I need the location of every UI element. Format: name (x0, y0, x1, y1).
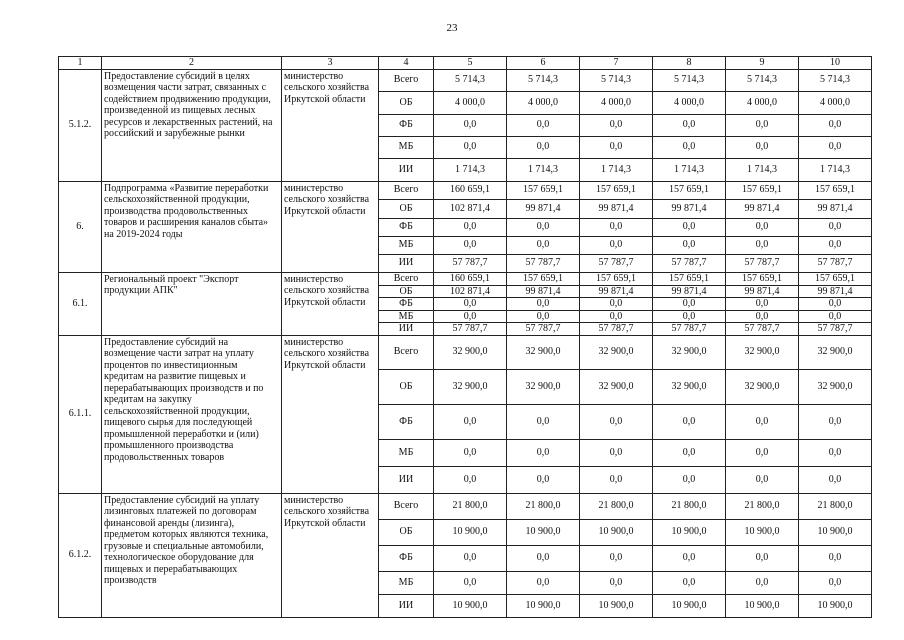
value-cell: 99 871,4 (726, 199, 799, 218)
column-header: 2 (102, 57, 282, 70)
column-header: 1 (59, 57, 102, 70)
value-cell: 0,0 (799, 545, 872, 571)
value-cell: 0,0 (434, 439, 507, 466)
value-cell: 99 871,4 (653, 199, 726, 218)
value-cell: 0,0 (507, 136, 580, 158)
funding-source: ОБ (379, 519, 434, 545)
funding-source: ОБ (379, 91, 434, 114)
value-cell: 160 659,1 (434, 272, 507, 285)
value-cell: 0,0 (653, 466, 726, 493)
value-cell: 57 787,7 (653, 254, 726, 272)
value-cell: 0,0 (726, 571, 799, 594)
column-header: 8 (653, 57, 726, 70)
value-cell: 99 871,4 (799, 285, 872, 298)
funding-source: ОБ (379, 285, 434, 298)
value-cell: 0,0 (507, 466, 580, 493)
value-cell: 0,0 (726, 298, 799, 311)
value-cell: 157 659,1 (507, 181, 580, 199)
value-cell: 57 787,7 (726, 254, 799, 272)
value-cell: 102 871,4 (434, 285, 507, 298)
value-cell: 32 900,0 (653, 369, 726, 404)
value-cell: 0,0 (799, 404, 872, 439)
item-executor: министерство сельского хозяйства Иркутской области (282, 272, 379, 335)
value-cell: 57 787,7 (580, 254, 653, 272)
value-cell: 1 714,3 (653, 158, 726, 181)
value-cell: 157 659,1 (507, 272, 580, 285)
value-cell: 0,0 (434, 114, 507, 136)
value-cell: 10 900,0 (799, 519, 872, 545)
value-cell: 10 900,0 (434, 594, 507, 617)
value-cell: 0,0 (434, 310, 507, 323)
value-cell: 10 900,0 (653, 594, 726, 617)
value-cell: 32 900,0 (799, 369, 872, 404)
value-cell: 0,0 (799, 114, 872, 136)
funding-source: МБ (379, 236, 434, 254)
value-cell: 0,0 (580, 439, 653, 466)
value-cell: 0,0 (726, 466, 799, 493)
value-cell: 10 900,0 (799, 594, 872, 617)
value-cell: 160 659,1 (434, 181, 507, 199)
item-code: 6.1. (59, 272, 102, 335)
page-number: 23 (446, 22, 458, 34)
value-cell: 0,0 (580, 136, 653, 158)
value-cell: 0,0 (653, 218, 726, 236)
value-cell: 32 900,0 (726, 369, 799, 404)
value-cell: 5 714,3 (653, 69, 726, 91)
item-name: Предоставление субсидий на возмещение части затрат на уплату процентов по инвестиционным кредитам на развитие пищевых и перерабатывающих производств и по кредитам на закупку сельскохозяйственной продукции, пищевого сырья для последующей промышленной переработки и (или) промышленного производства продовольственных товаров (102, 335, 282, 493)
value-cell: 21 800,0 (507, 493, 580, 519)
value-cell: 157 659,1 (653, 272, 726, 285)
value-cell: 99 871,4 (580, 199, 653, 218)
value-cell: 0,0 (507, 114, 580, 136)
value-cell: 99 871,4 (507, 199, 580, 218)
value-cell: 157 659,1 (726, 272, 799, 285)
value-cell: 4 000,0 (434, 91, 507, 114)
value-cell: 32 900,0 (434, 335, 507, 369)
value-cell: 0,0 (653, 439, 726, 466)
value-cell: 10 900,0 (726, 519, 799, 545)
value-cell: 10 900,0 (580, 594, 653, 617)
funding-source: ИИ (379, 466, 434, 493)
value-cell: 1 714,3 (799, 158, 872, 181)
funding-source: ОБ (379, 369, 434, 404)
item-name: Подпрограмма «Развитие переработки сельскохозяйственной продукции, производства продовольственных товаров и расширения каналов сбыта» на 2019-2024 годы (102, 181, 282, 272)
value-cell: 0,0 (799, 218, 872, 236)
value-cell: 32 900,0 (507, 335, 580, 369)
value-cell: 0,0 (580, 114, 653, 136)
value-cell: 0,0 (726, 404, 799, 439)
value-cell: 4 000,0 (580, 91, 653, 114)
funding-source: МБ (379, 439, 434, 466)
value-cell: 57 787,7 (653, 323, 726, 336)
funding-source: ИИ (379, 254, 434, 272)
value-cell: 1 714,3 (580, 158, 653, 181)
value-cell: 0,0 (580, 218, 653, 236)
funding-source: ИИ (379, 158, 434, 181)
value-cell: 0,0 (653, 136, 726, 158)
value-cell: 99 871,4 (580, 285, 653, 298)
column-header: 5 (434, 57, 507, 70)
table-row (59, 69, 872, 91)
value-cell: 0,0 (653, 545, 726, 571)
value-cell: 0,0 (434, 218, 507, 236)
value-cell: 0,0 (799, 310, 872, 323)
value-cell: 0,0 (726, 545, 799, 571)
value-cell: 0,0 (799, 571, 872, 594)
table-row (59, 493, 872, 519)
value-cell: 99 871,4 (507, 285, 580, 298)
value-cell: 57 787,7 (799, 254, 872, 272)
value-cell: 10 900,0 (507, 594, 580, 617)
value-cell: 5 714,3 (799, 69, 872, 91)
table-row (59, 335, 872, 369)
value-cell: 0,0 (507, 298, 580, 311)
value-cell: 0,0 (507, 439, 580, 466)
value-cell: 157 659,1 (799, 272, 872, 285)
value-cell: 32 900,0 (434, 369, 507, 404)
value-cell: 57 787,7 (507, 323, 580, 336)
value-cell: 0,0 (799, 439, 872, 466)
budget-table (58, 56, 872, 618)
value-cell: 0,0 (799, 236, 872, 254)
value-cell: 32 900,0 (726, 335, 799, 369)
item-code: 6.1.2. (59, 493, 102, 617)
value-cell: 0,0 (434, 545, 507, 571)
value-cell: 0,0 (507, 218, 580, 236)
value-cell: 0,0 (726, 310, 799, 323)
value-cell: 5 714,3 (580, 69, 653, 91)
value-cell: 0,0 (507, 404, 580, 439)
item-name: Предоставление субсидий на уплату лизинговых платежей по договорам финансовой аренды (лизинга), предметом которых являются техника, грузовые и специальные автомобили, технологическое оборудование для пищевых и перерабатывающих производств (102, 493, 282, 617)
value-cell: 57 787,7 (434, 323, 507, 336)
value-cell: 57 787,7 (799, 323, 872, 336)
value-cell: 10 900,0 (653, 519, 726, 545)
value-cell: 0,0 (726, 439, 799, 466)
header-row (59, 57, 872, 70)
funding-source: ФБ (379, 218, 434, 236)
value-cell: 57 787,7 (726, 323, 799, 336)
value-cell: 102 871,4 (434, 199, 507, 218)
value-cell: 10 900,0 (507, 519, 580, 545)
value-cell: 1 714,3 (507, 158, 580, 181)
funding-source: ИИ (379, 323, 434, 336)
column-header: 10 (799, 57, 872, 70)
value-cell: 21 800,0 (580, 493, 653, 519)
value-cell: 0,0 (726, 136, 799, 158)
value-cell: 0,0 (507, 571, 580, 594)
funding-source: Всего (379, 335, 434, 369)
table-body (59, 69, 872, 617)
item-name: Предоставление субсидий в целях возмещения части затрат, связанных с содействием продвижению продукции, произведенной из пищевых лесных ресурсов и лекарственных растений, на российский и зарубежные рынки (102, 69, 282, 181)
item-code: 6.1.1. (59, 335, 102, 493)
funding-source: МБ (379, 310, 434, 323)
value-cell: 99 871,4 (799, 199, 872, 218)
value-cell: 0,0 (580, 236, 653, 254)
column-header: 7 (580, 57, 653, 70)
value-cell: 57 787,7 (434, 254, 507, 272)
value-cell: 0,0 (799, 136, 872, 158)
value-cell: 157 659,1 (726, 181, 799, 199)
funding-source: Всего (379, 272, 434, 285)
value-cell: 10 900,0 (580, 519, 653, 545)
value-cell: 0,0 (653, 298, 726, 311)
value-cell: 0,0 (434, 136, 507, 158)
value-cell: 99 871,4 (726, 285, 799, 298)
value-cell: 4 000,0 (507, 91, 580, 114)
item-executor: министерство сельского хозяйства Иркутской области (282, 181, 379, 272)
value-cell: 0,0 (726, 218, 799, 236)
funding-source: ИИ (379, 594, 434, 617)
value-cell: 0,0 (580, 310, 653, 323)
value-cell: 0,0 (726, 114, 799, 136)
column-header: 4 (379, 57, 434, 70)
value-cell: 0,0 (507, 545, 580, 571)
funding-source: ФБ (379, 114, 434, 136)
value-cell: 0,0 (580, 466, 653, 493)
funding-source: МБ (379, 136, 434, 158)
value-cell: 0,0 (580, 571, 653, 594)
value-cell: 5 714,3 (507, 69, 580, 91)
value-cell: 0,0 (653, 114, 726, 136)
value-cell: 10 900,0 (434, 519, 507, 545)
funding-source: ФБ (379, 404, 434, 439)
value-cell: 5 714,3 (726, 69, 799, 91)
value-cell: 0,0 (580, 404, 653, 439)
funding-source: Всего (379, 181, 434, 199)
value-cell: 10 900,0 (726, 594, 799, 617)
value-cell: 0,0 (580, 545, 653, 571)
value-cell: 0,0 (653, 571, 726, 594)
value-cell: 0,0 (434, 236, 507, 254)
item-code: 6. (59, 181, 102, 272)
table-row (59, 272, 872, 285)
column-header: 9 (726, 57, 799, 70)
item-name: Региональный проект "Экспорт продукции АПК" (102, 272, 282, 335)
value-cell: 0,0 (580, 298, 653, 311)
table-row (59, 181, 872, 199)
value-cell: 21 800,0 (434, 493, 507, 519)
item-executor: министерство сельского хозяйства Иркутской области (282, 335, 379, 493)
column-header: 3 (282, 57, 379, 70)
value-cell: 1 714,3 (434, 158, 507, 181)
value-cell: 4 000,0 (726, 91, 799, 114)
value-cell: 157 659,1 (799, 181, 872, 199)
value-cell: 99 871,4 (653, 285, 726, 298)
value-cell: 32 900,0 (580, 335, 653, 369)
value-cell: 32 900,0 (653, 335, 726, 369)
value-cell: 21 800,0 (799, 493, 872, 519)
value-cell: 4 000,0 (799, 91, 872, 114)
value-cell: 0,0 (507, 236, 580, 254)
value-cell: 21 800,0 (726, 493, 799, 519)
value-cell: 32 900,0 (580, 369, 653, 404)
column-header: 6 (507, 57, 580, 70)
value-cell: 0,0 (507, 310, 580, 323)
value-cell: 0,0 (434, 298, 507, 311)
value-cell: 0,0 (799, 466, 872, 493)
value-cell: 0,0 (434, 466, 507, 493)
value-cell: 32 900,0 (799, 335, 872, 369)
budget-table-container (58, 56, 871, 618)
value-cell: 0,0 (799, 298, 872, 311)
value-cell: 32 900,0 (507, 369, 580, 404)
value-cell: 0,0 (653, 236, 726, 254)
value-cell: 57 787,7 (507, 254, 580, 272)
funding-source: Всего (379, 69, 434, 91)
value-cell: 0,0 (434, 404, 507, 439)
value-cell: 57 787,7 (580, 323, 653, 336)
item-executor: министерство сельского хозяйства Иркутской области (282, 69, 379, 181)
funding-source: ФБ (379, 298, 434, 311)
value-cell: 1 714,3 (726, 158, 799, 181)
value-cell: 0,0 (653, 310, 726, 323)
value-cell: 0,0 (653, 404, 726, 439)
value-cell: 157 659,1 (653, 181, 726, 199)
value-cell: 4 000,0 (653, 91, 726, 114)
item-code: 5.1.2. (59, 69, 102, 181)
value-cell: 157 659,1 (580, 272, 653, 285)
value-cell: 5 714,3 (434, 69, 507, 91)
funding-source: Всего (379, 493, 434, 519)
funding-source: ОБ (379, 199, 434, 218)
value-cell: 157 659,1 (580, 181, 653, 199)
item-executor: министерство сельского хозяйства Иркутской области (282, 493, 379, 617)
funding-source: МБ (379, 571, 434, 594)
value-cell: 0,0 (726, 236, 799, 254)
value-cell: 21 800,0 (653, 493, 726, 519)
value-cell: 0,0 (434, 571, 507, 594)
funding-source: ФБ (379, 545, 434, 571)
